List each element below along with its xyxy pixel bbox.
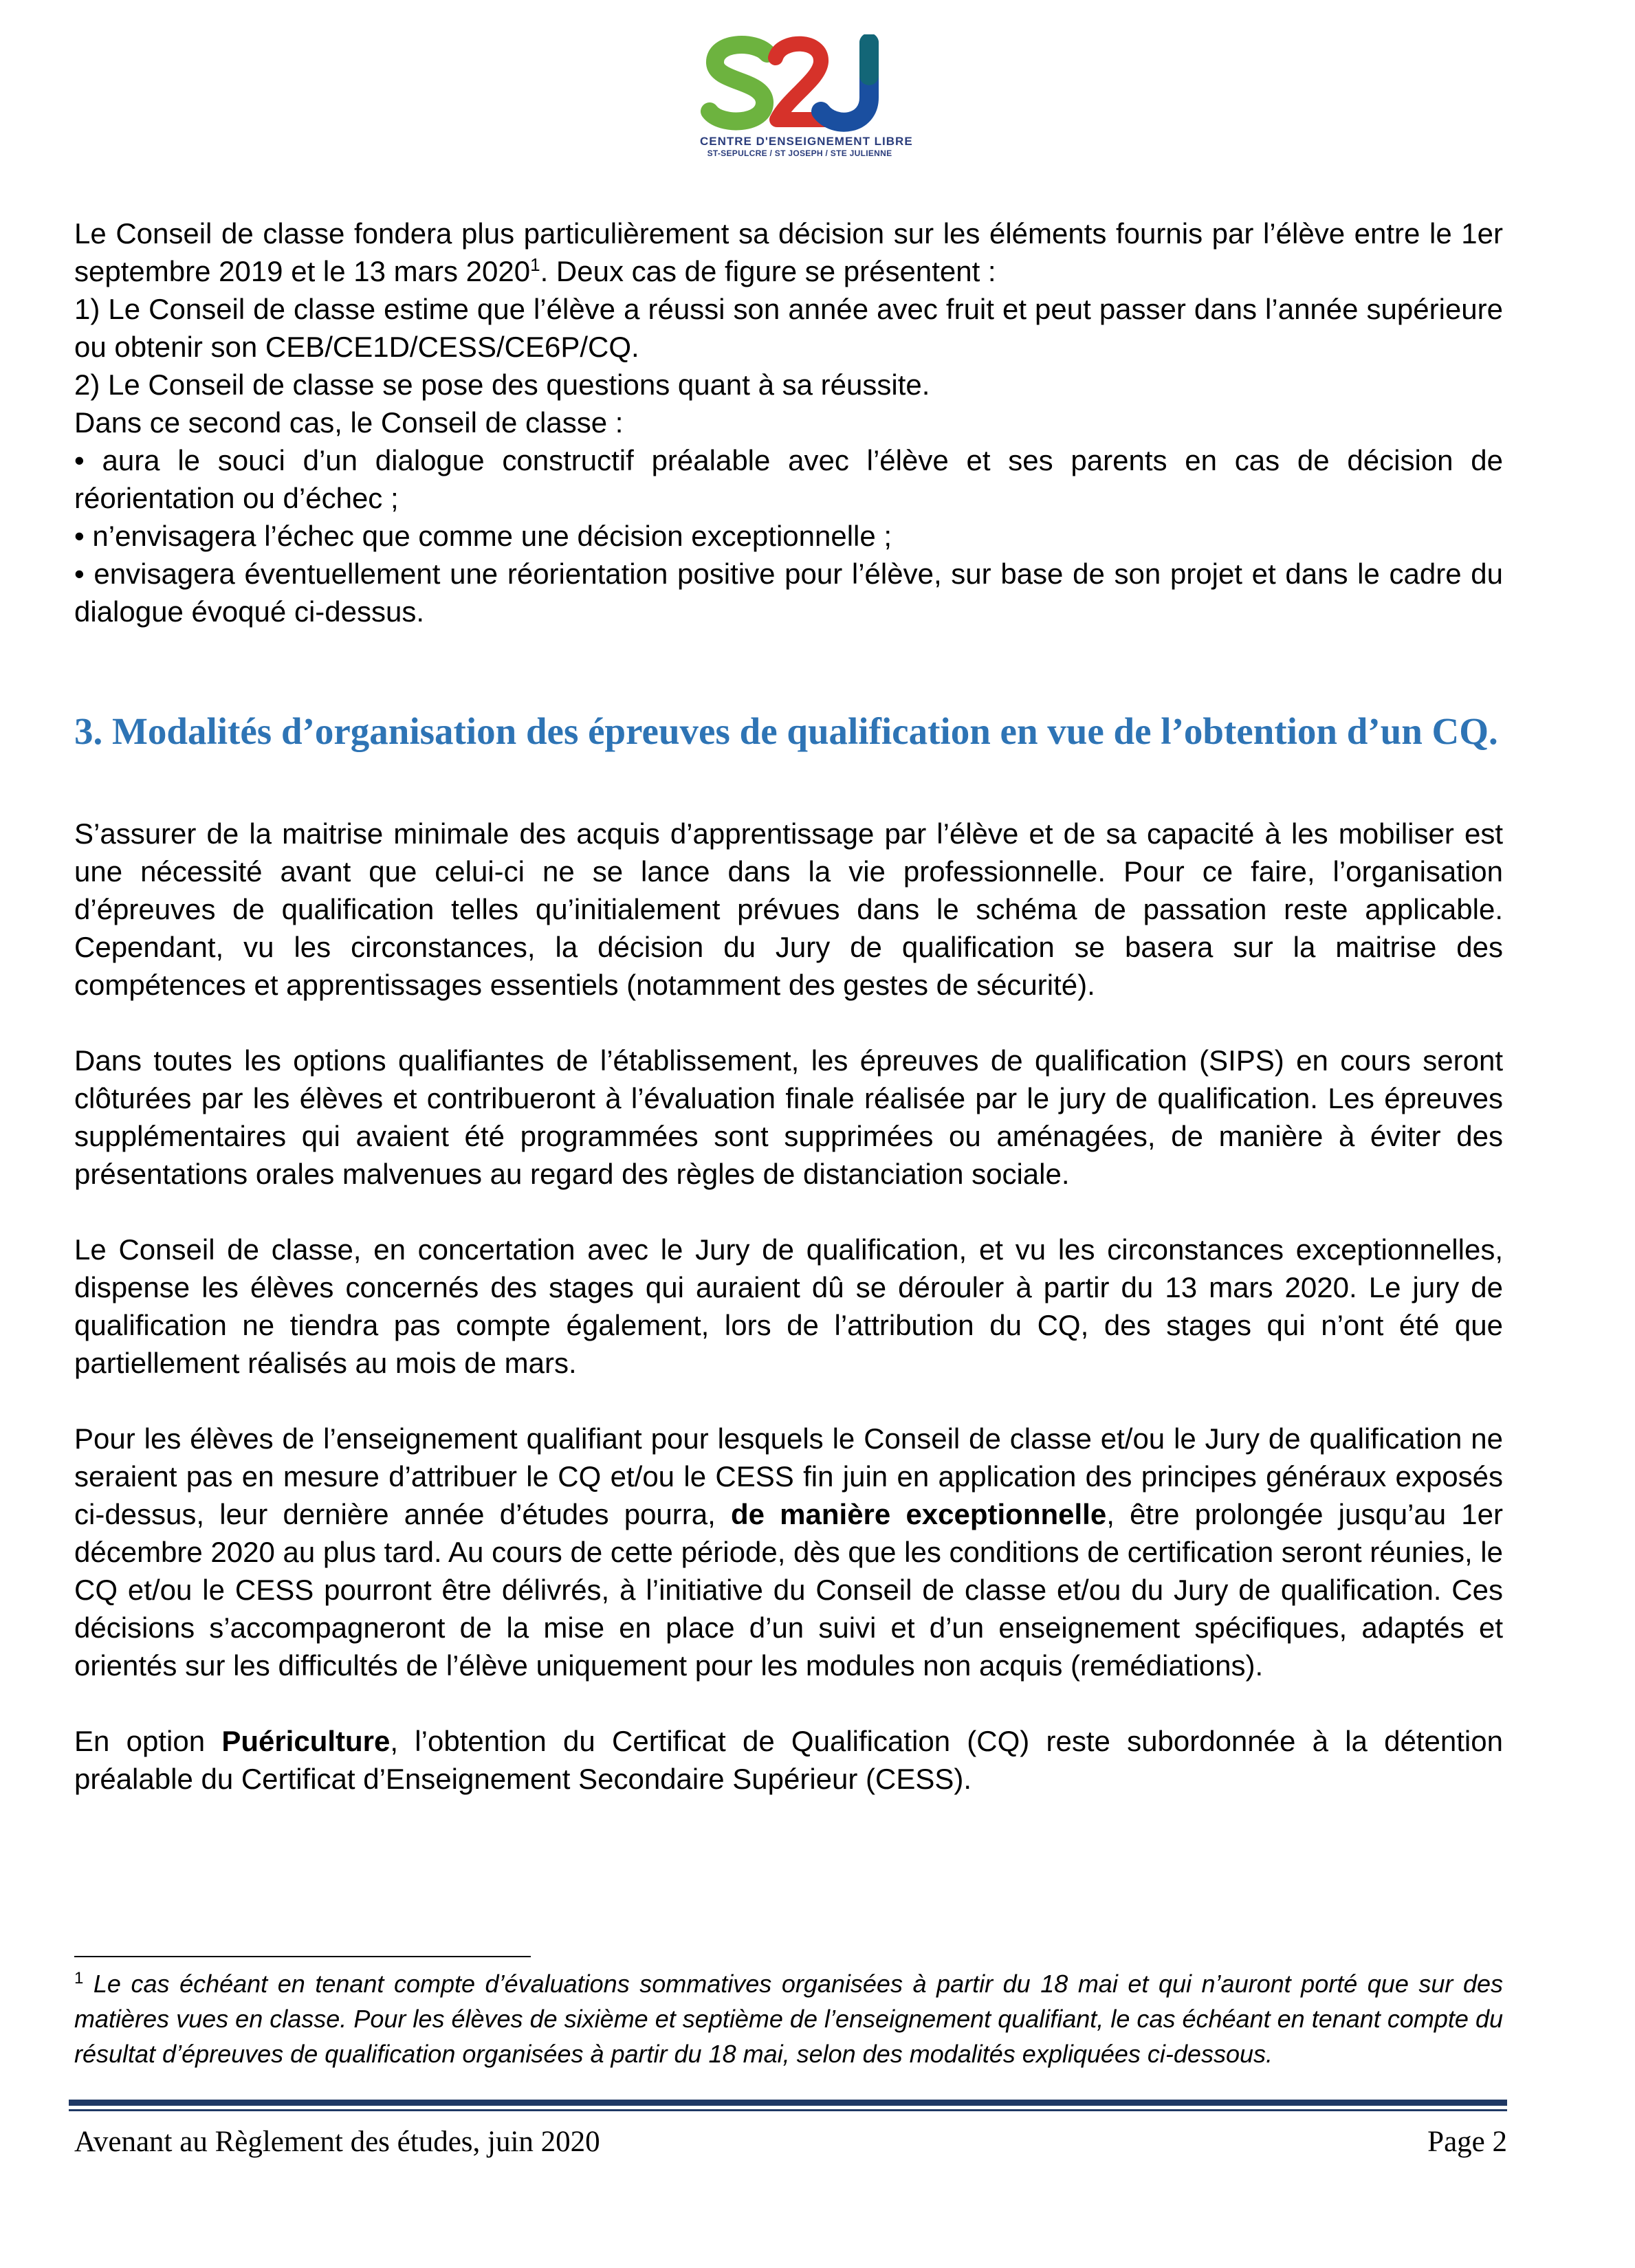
section-heading: 3. Modalités d’organisation des épreuves de qualification en vue de l’obtention d’un CQ. — [74, 710, 1498, 752]
footer-rule-thick — [69, 2100, 1507, 2106]
paragraph-qualifying-options: Dans toutes les options qualifiantes de l’établissement, les épreuves de qualification (SIPS) en cours seront clôturées par les élèves et contribueront à l’évaluation finale réalisée par le jury de qualification. Les épreuves supplémentaires qui avaient été programmées sont supprimées ou aménagées, de manière à éviter des présentations orales malvenues au regard des règles de distanciation sociale. — [74, 1044, 1503, 1190]
school-logo — [700, 34, 913, 158]
s2j-logo-mark — [700, 34, 899, 134]
paragraph-text: , être prolongée jusqu’au 1er décembre 2020 au plus tard. Au cours de cette période, dès que les conditions de certification seront réunies, le CQ et/ou le CESS pourront être délivrés, à l’initiative du Conseil de classe et/ou du Jury de qualification. Ces décisions s’accompagneront de la mise en place d’un suivi et d’un enseignement spécifiques, adaptés et orientés sur les difficultés de l’élève uniquement pour les modules non acquis (remédiations). — [74, 1498, 1503, 1682]
paragraph-text: En option — [74, 1725, 222, 1757]
second-case-intro: Dans ce second cas, le Conseil de classe : — [74, 406, 624, 439]
footnote-reference: 1 — [530, 254, 540, 275]
section2-block — [74, 214, 1503, 630]
paragraph-childcare — [74, 1722, 1503, 1798]
emphasis-text: de manière exceptionnelle — [730, 1498, 1107, 1530]
paragraph-text: . Deux cas de figure se présentent : — [540, 255, 996, 287]
footer-rule-thin — [69, 2109, 1507, 2111]
case-1: 1) Le Conseil de classe estime que l’élève a réussi son année avec fruit et peut passer dans l’année supérieure ou obtenir son CEB/CE1D/CESS/CE6P/CQ. — [74, 293, 1503, 363]
paragraph-internships: Le Conseil de classe, en concertation avec le Jury de qualification, et vu les circonstances exceptionnelles, dispense les élèves concernés des stages qui auraient dû se dérouler à partir du 13 mars 2020. Le jury de qualification ne tiendra pas compte également, lors de l’attribution du CQ, des stages qui n’ont été que partiellement réalisés au mois de mars. — [74, 1233, 1503, 1379]
case-2: 2) Le Conseil de classe se pose des questions quant à sa réussite. — [74, 368, 930, 401]
paragraph-text: Le Conseil de classe fondera plus particulièrement sa décision sur les éléments fournis par l’élève entre le 1er septembre 2019 et le 13 mars 2020 — [74, 217, 1503, 287]
section3-block — [74, 815, 1503, 1798]
footnote-separator — [74, 1956, 531, 1957]
paragraph-mastery: S’assurer de la maitrise minimale des acquis d’apprentissage par l’élève et de sa capacité à les mobiliser est une nécessité avant que celui-ci ne se lance dans la vie professionnelle. Pour ce faire, l’organisation d’épreuves de qualification telles qu’initialement prévues dans le schéma de passation reste applicable. Cependant, vu les circonstances, la décision du Jury de qualification se basera sur la maitrise des compétences et apprentissages essentiels (notamment des gestes de sécurité). — [74, 817, 1503, 1001]
footnote — [74, 1966, 1503, 2071]
emphasis-text: Puériculture — [221, 1725, 391, 1757]
logo-title: CENTRE D'ENSEIGNEMENT LIBRE — [700, 135, 913, 148]
footnote-text: Le cas échéant en tenant compte d’évaluations sommatives organisées à partir du 18 mai et qui n’auront porté que sur des matières vues en classe. Pour les élèves de sixième et septième de l’enseignement qualifiant, le cas échéant en tenant compte du résultat d’épreuves de qualification organisées à partir du 18 mai, selon des modalités expliquées ci-dessous. — [74, 1970, 1503, 2068]
paragraph-text: , l’obtention du Certificat de Qualification (CQ) reste subordonnée à la détention préalable du Certificat d’Enseignement Secondaire Supérieur (CESS). — [74, 1725, 1503, 1795]
paragraph-extension — [74, 1420, 1503, 1684]
footer-page-number: Page 2 — [1427, 2126, 1507, 2158]
paragraph-text: Pour les élèves de l’enseignement qualifiant pour lesquels le Conseil de classe et/ou le Jury de qualification ne seraient pas en mesure d’attribuer le CQ et/ou le CESS fin juin en application des principes généraux exposés ci-dessus, leur dernière année d’études pourra, — [74, 1422, 1503, 1530]
bullet-item: • envisagera éventuellement une réorientation positive pour l’élève, sur base de son projet et dans le cadre du dialogue évoqué ci-dessus. — [74, 558, 1503, 628]
paragraph-decision-basis — [74, 214, 1503, 290]
bullet-item: • aura le souci d’un dialogue constructif préalable avec l’élève et ses parents en cas de décision de réorientation ou d’échec ; — [74, 444, 1503, 514]
footer-document-title: Avenant au Règlement des études, juin 2020 — [74, 2126, 600, 2158]
logo-subtitle: ST-SEPULCRE / ST JOSEPH / STE JULIENNE — [707, 148, 892, 158]
footnote-marker: 1 — [74, 1969, 84, 1988]
bullet-item: • n’envisagera l’échec que comme une décision exceptionnelle ; — [74, 520, 892, 552]
